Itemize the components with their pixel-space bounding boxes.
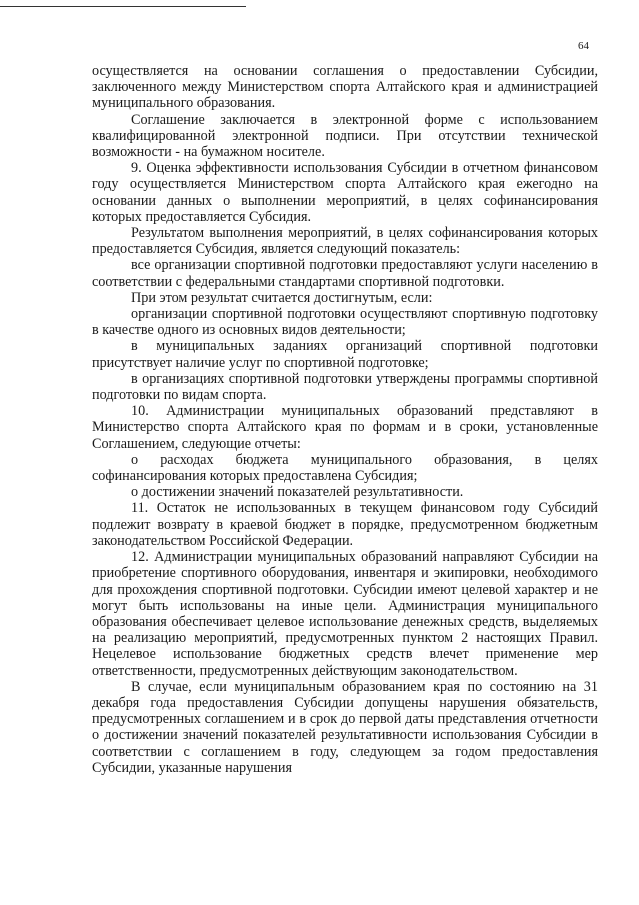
paragraph-6: При этом результат считается достигнутым, если: bbox=[131, 289, 433, 306]
page-number: 64 bbox=[578, 40, 589, 52]
paragraph-4: Результатом выполнения мероприятий, в целях софинансирования которых предоставляется Субсидия, является следующий показатель: bbox=[92, 225, 598, 258]
paragraph-3: 9. Оценка эффективности использования Субсидии в отчетном финансовом году осуществляется Министерством спорта Алтайского края ежегодно на основании данных о выполнении мероприятий, в целях софинансирования которых предоставляется Субсидия. bbox=[92, 160, 598, 225]
paragraph-14: 12. Администрации муниципальных образований направляют Субсидии на приобретение спортивного оборудования, инвентаря и экипировки, необходимого для прохождения спортивной подготовки. Субсидии имеют целевой характер и не могут быть использованы на иные цели. Администрация муниципального образования обеспечивает целевое использование денежных средств, выделяемых на реализацию мероприятий, предусмотренных пунктом 2 настоящих Правил. Нецелевое использование бюджетных средств влечет применение мер ответственности, предусмотренных действующим законодательством. bbox=[92, 549, 598, 679]
paragraph-12: о достижении значений показателей результативности. bbox=[131, 484, 464, 501]
paragraph-5: все организации спортивной подготовки предоставляют услуги населению в соответствии с федеральными стандартами спортивной подготовки. bbox=[92, 257, 598, 290]
top-rule bbox=[0, 6, 246, 7]
paragraph-2: Соглашение заключается в электронной форме с использованием квалифицированной электронной подписи. При отсутствии технической возможности - на бумажном носителе. bbox=[92, 111, 598, 161]
paragraph-10: 10. Администрации муниципальных образований представляют в Министерство спорта Алтайского края по формам и в сроки, установленные Соглашением, следующие отчеты: bbox=[92, 403, 598, 452]
paragraph-13: 11. Остаток не использованных в текущем финансовом году Субсидий подлежит возврату в краевой бюджет в порядке, предусмотренном бюджетным законодательством Российской Федерации. bbox=[92, 500, 598, 549]
paragraph-1: осуществляется на основании соглашения о предоставлении Субсидии, заключенного между Министерством спорта Алтайского края и администрацией муниципального образования. bbox=[92, 63, 598, 112]
paragraph-8: в муниципальных заданиях организаций спортивной подготовки присутствует наличие услуг по спортивной подготовке; bbox=[92, 338, 598, 371]
paragraph-11: о расходах бюджета муниципального образования, в целях софинансирования которых предоставлена Субсидия; bbox=[92, 451, 598, 485]
paragraph-9: в организациях спортивной подготовки утверждены программы спортивной подготовки по видам спорта. bbox=[92, 370, 598, 404]
paragraph-7: организации спортивной подготовки осуществляют спортивную подготовку в качестве одного из основных видов деятельности; bbox=[92, 306, 598, 339]
document-body bbox=[92, 63, 598, 776]
paragraph-15: В случае, если муниципальным образованием края по состоянию на 31 декабря года предоставления Субсидии допущены нарушения обязательств, предусмотренных соглашением и в срок до первой даты представления отчетности о достижении значений показателей результативности использования Субсидии в соответствии с соглашением в году, следующем за годом предоставления Субсидии, указанные нарушения bbox=[92, 678, 598, 776]
